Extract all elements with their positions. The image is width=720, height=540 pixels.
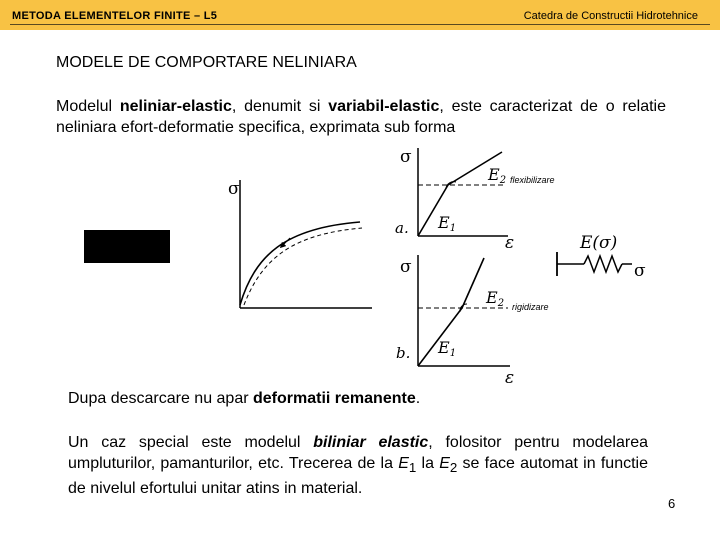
intro-text-3: , este caracterizat de o relatie neliniara efort-deformatie specifica, exprimata sub forma bbox=[56, 98, 666, 136]
bilinear-plot-a bbox=[395, 147, 555, 253]
plot-b-epsilon-label: ε bbox=[505, 368, 515, 388]
spring-coil bbox=[584, 256, 622, 272]
plot-a-sigma-label: σ bbox=[400, 147, 412, 167]
p3-text-4: se face automat in functie de nivelul efortului unitar atins in material. bbox=[68, 455, 649, 498]
p3-text-3: la bbox=[416, 455, 440, 472]
p3-sub-2: 2 bbox=[449, 460, 458, 476]
unloading-paragraph bbox=[68, 390, 420, 408]
flexibilizare-label: flexibilizare bbox=[510, 175, 555, 185]
intro-bold-1: neliniar-elastic bbox=[119, 98, 232, 115]
rigidizare-label: rigidizare bbox=[512, 302, 549, 312]
slide-title: MODELE DE COMPORTARE NELINIARA bbox=[56, 54, 357, 71]
p2-text-1: Dupa descarcare nu apar bbox=[68, 390, 253, 407]
nonlinear-curve-plot bbox=[228, 179, 372, 308]
department-name: Catedra de Constructii Hidrotehnice bbox=[523, 10, 698, 22]
plot-b-angle-arc bbox=[460, 304, 467, 312]
p2-bold: deformatii remanente bbox=[253, 390, 416, 407]
plot-b-E1-label: E1 bbox=[438, 338, 457, 359]
p3-text-2: , folositor pentru modelarea umpluturilor, pamanturilor, etc. Trecerea de la bbox=[68, 434, 649, 472]
bilinear-paragraph bbox=[68, 432, 648, 499]
plot-b-segment-E2 bbox=[462, 258, 484, 308]
plot-a-label: a. bbox=[395, 219, 409, 237]
spring-sigma-label: σ bbox=[634, 261, 646, 281]
loading-curve bbox=[240, 222, 360, 305]
intro-text-1: Modelul bbox=[56, 98, 120, 115]
p2-text-2: . bbox=[415, 390, 421, 407]
plot-a-E2-label: E2 bbox=[488, 165, 507, 186]
left-sigma-label: σ bbox=[228, 179, 240, 199]
bilinear-plot-b bbox=[396, 255, 549, 388]
unloading-curve bbox=[244, 228, 362, 305]
plot-a-E1-label: E1 bbox=[438, 213, 457, 234]
intro-text-2: , denumit si bbox=[231, 98, 329, 115]
plot-b-E2-label: E2 bbox=[486, 288, 505, 309]
p3-sub-1: 1 bbox=[408, 460, 417, 476]
unloading-arrow-icon bbox=[282, 238, 290, 246]
spring-E-sigma-label: E(σ) bbox=[580, 233, 618, 253]
plot-b-label: b. bbox=[396, 344, 411, 362]
page-number: 6 bbox=[668, 496, 676, 511]
intro-bold-2: variabil-elastic bbox=[328, 98, 440, 115]
p3-E1: E bbox=[398, 455, 409, 472]
p3-bold-italic: biliniar elastic bbox=[313, 434, 429, 451]
p3-E2: E bbox=[439, 455, 450, 472]
plot-b-sigma-label: σ bbox=[400, 257, 412, 277]
p3-text-1: Un caz special este modelul bbox=[68, 434, 314, 451]
plot-a-epsilon-label: ε bbox=[505, 233, 515, 253]
spring-symbol bbox=[557, 233, 646, 281]
course-title: METODA ELEMENTELOR FINITE – L5 bbox=[12, 10, 218, 22]
